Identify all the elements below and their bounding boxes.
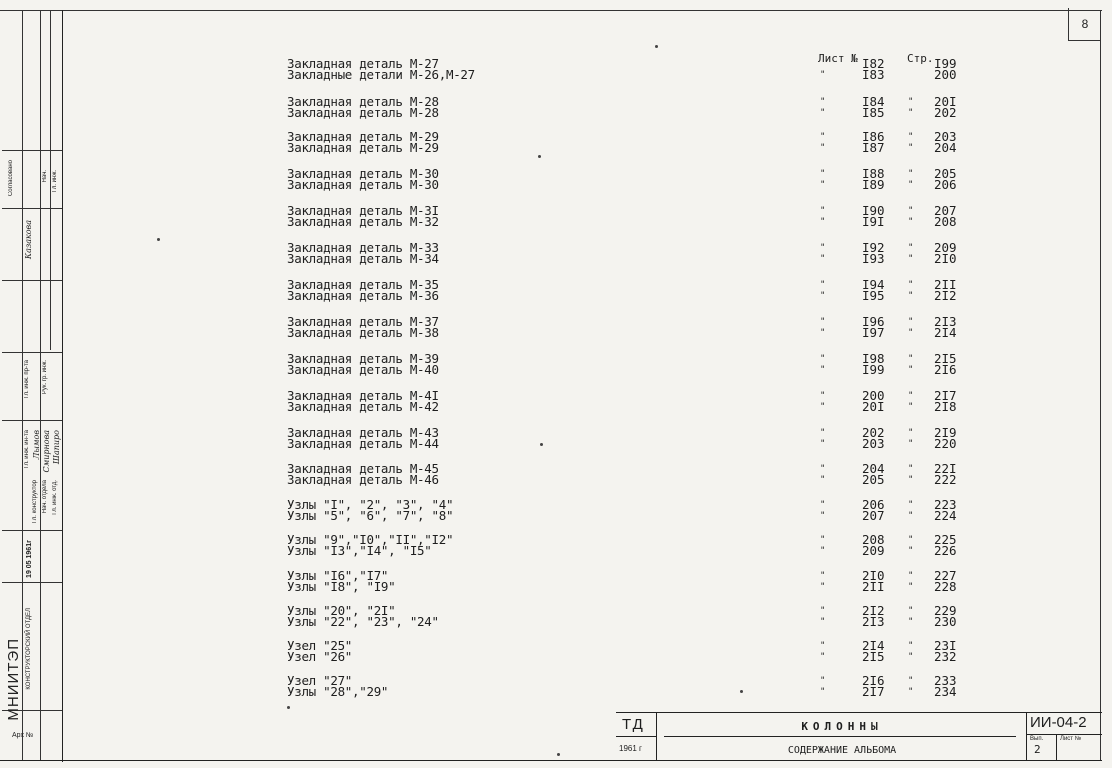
strip-rule: [2, 150, 62, 151]
entry-page-number: 233: [934, 673, 957, 688]
ditto-mark: ": [908, 132, 914, 142]
entry-title: Закладная деталь М-40: [287, 362, 439, 377]
entry-sheet-number: I93: [862, 251, 885, 266]
entry-page-number: 224: [934, 508, 957, 523]
organization-name: МНИИТЭП: [5, 638, 22, 721]
entry-title: Узел "27": [287, 673, 353, 688]
entry-page-number: 226: [934, 543, 957, 558]
entry-sheet-number: 200: [862, 388, 885, 403]
stamp-date: 19 05 1961г: [26, 540, 33, 578]
ditto-mark: ": [908, 571, 914, 581]
entry-title: Закладная деталь М-3I: [287, 203, 439, 218]
ditto-mark: ": [908, 328, 914, 338]
entry-page-number: 205: [934, 166, 957, 181]
tb-rule: [664, 736, 1016, 737]
entry-title: Закладная деталь М-27: [287, 56, 439, 71]
ditto-mark: ": [820, 511, 826, 521]
strip-rule: [2, 208, 62, 209]
entry-page-number: 202: [934, 105, 957, 120]
document-code: ТД: [622, 716, 645, 733]
entry-sheet-number: 20I: [862, 399, 885, 414]
ditto-mark: ": [820, 391, 826, 401]
entry-sheet-number: 2I7: [862, 684, 885, 699]
entry-sheet-number: I98: [862, 351, 885, 366]
title-block: [616, 712, 1102, 760]
ditto-mark: ": [908, 217, 914, 227]
entry-title: Закладная деталь М-39: [287, 351, 439, 366]
entry-page-number: 207: [934, 203, 957, 218]
ditto-mark: ": [908, 291, 914, 301]
entry-sheet-number: 206: [862, 497, 885, 512]
ditto-mark: ": [820, 206, 826, 216]
tb-rule: [616, 712, 1102, 713]
entry-sheet-number: I83: [862, 67, 885, 82]
entry-sheet-number: I97: [862, 325, 885, 340]
entry-sheet-number: 203: [862, 436, 885, 451]
entry-sheet-number: 209: [862, 543, 885, 558]
entry-sheet-number: I9I: [862, 214, 885, 229]
entry-page-number: 2II: [934, 277, 957, 292]
ditto-mark: ": [820, 464, 826, 474]
speck: [287, 706, 290, 709]
entry-page-number: I99: [934, 56, 957, 71]
ditto-mark: ": [908, 402, 914, 412]
entry-sheet-number: 207: [862, 508, 885, 523]
entry-title: Закладные детали М-26,М-27: [287, 67, 475, 82]
entry-page-number: 234: [934, 684, 957, 699]
entry-page-number: 2I0: [934, 251, 957, 266]
ditto-mark: ": [820, 365, 826, 375]
ditto-mark: ": [820, 676, 826, 686]
sheet-column-header: Лист №: [818, 52, 858, 65]
speck: [538, 155, 541, 158]
ditto-mark: ": [908, 354, 914, 364]
ditto-mark: ": [908, 180, 914, 190]
role-label: Рук. гр. инж.: [42, 360, 48, 395]
approval-stamp-strip: [2, 10, 62, 760]
speck: [655, 45, 658, 48]
ditto-mark: ": [820, 70, 826, 80]
ditto-mark: ": [820, 582, 826, 592]
entry-title: Закладная деталь М-38: [287, 325, 439, 340]
ditto-mark: ": [908, 254, 914, 264]
entry-title: Закладная деталь М-29: [287, 129, 439, 144]
ditto-mark: ": [820, 475, 826, 485]
entry-title: Узлы "I", "2", "3", "4": [287, 497, 454, 512]
entry-title: Узлы "I3","I4", "I5": [287, 543, 432, 558]
ditto-mark: ": [820, 535, 826, 545]
entry-title: Закладная деталь М-28: [287, 94, 439, 109]
ditto-mark: ": [908, 391, 914, 401]
entry-title: Закладная деталь М-30: [287, 177, 439, 192]
entry-page-number: 225: [934, 532, 957, 547]
ditto-mark: ": [820, 317, 826, 327]
ditto-mark: ": [908, 676, 914, 686]
role-label: Гл. инж. пр-та: [24, 360, 30, 399]
entry-title: Узлы "5", "6", "7", "8": [287, 508, 454, 523]
sheet-number-label: Лист №: [1060, 736, 1082, 742]
speck: [157, 238, 160, 241]
speck: [540, 443, 543, 446]
album-title: КОЛОННЫ: [801, 720, 883, 733]
tb-rule: [1056, 734, 1057, 760]
entry-page-number: 200: [934, 67, 957, 82]
entry-sheet-number: I85: [862, 105, 885, 120]
ditto-mark: ": [908, 108, 914, 118]
entry-sheet-number: I94: [862, 277, 885, 292]
ditto-mark: ": [908, 617, 914, 627]
entry-page-number: 222: [934, 472, 957, 487]
entry-title: Узлы "20", "2I": [287, 603, 396, 618]
entry-title: Узлы "I8", "I9": [287, 579, 396, 594]
series-number: ИИ-04-2: [1030, 714, 1087, 731]
entry-title: Закладная деталь М-44: [287, 436, 439, 451]
entry-sheet-number: 2I5: [862, 649, 885, 664]
department-name: КОНСТРУКТОРСКИЙ ОТДЕЛ: [26, 608, 32, 690]
ditto-mark: ": [908, 606, 914, 616]
entry-page-number: 229: [934, 603, 957, 618]
document-year: 1961 г: [619, 744, 642, 753]
tb-rule: [656, 712, 657, 760]
ditto-mark: ": [820, 428, 826, 438]
ditto-mark: ": [820, 571, 826, 581]
ditto-mark: ": [820, 180, 826, 190]
entry-sheet-number: I84: [862, 94, 885, 109]
entry-title: Узлы "9","I0","II","I2": [287, 532, 454, 547]
entry-title: Закладная деталь М-34: [287, 251, 439, 266]
ditto-mark: ": [908, 652, 914, 662]
ditto-mark: ": [908, 475, 914, 485]
entry-title: Закладная деталь М-46: [287, 472, 439, 487]
entry-page-number: 206: [934, 177, 957, 192]
entry-title: Узел "26": [287, 649, 353, 664]
entry-page-number: 2I4: [934, 325, 957, 340]
ditto-mark: ": [820, 132, 826, 142]
ditto-mark: ": [820, 108, 826, 118]
signer-name: Смирнова: [42, 430, 51, 473]
ditto-mark: ": [820, 439, 826, 449]
entry-page-number: 227: [934, 568, 957, 583]
entry-sheet-number: I89: [862, 177, 885, 192]
ditto-mark: ": [908, 464, 914, 474]
entry-sheet-number: 2I3: [862, 614, 885, 629]
ditto-mark: ": [820, 687, 826, 697]
ditto-mark: ": [820, 652, 826, 662]
role-label: Гл. инж. ин-та: [24, 430, 30, 469]
ditto-mark: ": [820, 254, 826, 264]
tb-rule: [616, 736, 656, 737]
entry-title: Закладная деталь М-42: [287, 399, 439, 414]
role-label: Гл. инж. отд.: [52, 480, 58, 515]
entry-sheet-number: 2I0: [862, 568, 885, 583]
ditto-mark: ": [820, 217, 826, 227]
entry-title: Закладная деталь М-4I: [287, 388, 439, 403]
ditto-mark: ": [908, 582, 914, 592]
strip-rule: [2, 352, 62, 353]
entry-title: Закладная деталь М-32: [287, 214, 439, 229]
tb-rule: [1026, 734, 1102, 735]
strip-rule: [2, 420, 62, 421]
entry-page-number: 232: [934, 649, 957, 664]
entry-sheet-number: 208: [862, 532, 885, 547]
frame-bottom-line: [0, 760, 1102, 761]
entry-title: Узлы "22", "23", "24": [287, 614, 439, 629]
entry-title: Закладная деталь М-45: [287, 461, 439, 476]
role-label: Нач.: [42, 170, 48, 183]
entry-title: Закладная деталь М-43: [287, 425, 439, 440]
frame-top-line: [0, 10, 1102, 11]
ditto-mark: ": [908, 641, 914, 651]
entry-page-number: 223: [934, 497, 957, 512]
album-subtitle: СОДЕРЖАНИЕ АЛЬБОМА: [787, 745, 897, 756]
strip-divider: [22, 10, 23, 760]
agreed-label: Согласовано: [8, 160, 14, 197]
entry-sheet-number: I82: [862, 56, 885, 71]
signer-name: Лымов: [32, 430, 41, 460]
ditto-mark: ": [820, 354, 826, 364]
entry-page-number: 228: [934, 579, 957, 594]
frame-left-line: [62, 10, 63, 762]
speck: [740, 690, 743, 693]
entry-title: Закладная деталь М-36: [287, 288, 439, 303]
ditto-mark: ": [820, 617, 826, 627]
entry-page-number: 230: [934, 614, 957, 629]
entry-sheet-number: I87: [862, 140, 885, 155]
ditto-mark: ": [820, 280, 826, 290]
entry-sheet-number: 204: [862, 461, 885, 476]
speck: [557, 753, 560, 756]
entry-page-number: 203: [934, 129, 957, 144]
entry-page-number: 2I5: [934, 351, 957, 366]
signer-name: Шапиро: [52, 430, 61, 465]
entry-title: Узлы "28","29": [287, 684, 389, 699]
role-label: Нач. отдела: [42, 480, 48, 514]
entry-sheet-number: I86: [862, 129, 885, 144]
entry-sheet-number: 2I2: [862, 603, 885, 618]
ditto-mark: ": [820, 291, 826, 301]
ditto-mark: ": [820, 546, 826, 556]
entry-page-number: 204: [934, 140, 957, 155]
entry-sheet-number: I88: [862, 166, 885, 181]
frame-right-line: [1100, 10, 1101, 760]
signer-name: Казакова: [24, 220, 33, 260]
ditto-mark: ": [908, 317, 914, 327]
entry-title: Закладная деталь М-37: [287, 314, 439, 329]
strip-rule: [2, 582, 62, 583]
page-column-header: Стр.: [907, 52, 934, 65]
page-number: 8: [1081, 17, 1089, 31]
ditto-mark: ": [908, 365, 914, 375]
entry-page-number: 2I2: [934, 288, 957, 303]
entry-page-number: 22I: [934, 461, 957, 476]
entry-sheet-number: 2I6: [862, 673, 885, 688]
ditto-mark: ": [908, 280, 914, 290]
issue-number: 2: [1034, 743, 1041, 756]
entry-sheet-number: I90: [862, 203, 885, 218]
ditto-mark: ": [908, 206, 914, 216]
entry-page-number: 2I6: [934, 362, 957, 377]
ditto-mark: ": [820, 143, 826, 153]
entry-sheet-number: I92: [862, 240, 885, 255]
entry-page-number: 2I9: [934, 425, 957, 440]
ditto-mark: ": [908, 143, 914, 153]
entry-page-number: 208: [934, 214, 957, 229]
entry-page-number: 220: [934, 436, 957, 451]
entry-sheet-number: I99: [862, 362, 885, 377]
ditto-mark: ": [908, 546, 914, 556]
ditto-mark: ": [908, 97, 914, 107]
entry-sheet-number: 2I4: [862, 638, 885, 653]
ditto-mark: ": [908, 511, 914, 521]
ditto-mark: ": [908, 535, 914, 545]
ditto-mark: ": [908, 500, 914, 510]
entry-title: Закладная деталь М-29: [287, 140, 439, 155]
ditto-mark: ": [908, 439, 914, 449]
ditto-mark: ": [820, 641, 826, 651]
entry-page-number: 23I: [934, 638, 957, 653]
strip-rule: [2, 530, 62, 531]
entry-sheet-number: I95: [862, 288, 885, 303]
ditto-mark: ": [820, 402, 826, 412]
archive-number-label: Арх №: [12, 732, 34, 739]
ditto-mark: ": [908, 687, 914, 697]
entry-page-number: 209: [934, 240, 957, 255]
tb-rule: [1026, 712, 1027, 760]
strip-divider: [50, 10, 51, 350]
entry-page-number: 20I: [934, 94, 957, 109]
entry-sheet-number: 205: [862, 472, 885, 487]
role-label: Гл. инж.: [52, 170, 58, 193]
entry-title: Закладная деталь М-30: [287, 166, 439, 181]
entry-title: Узел "25": [287, 638, 353, 653]
entry-title: Закладная деталь М-28: [287, 105, 439, 120]
ditto-mark: ": [820, 243, 826, 253]
ditto-mark: ": [908, 169, 914, 179]
ditto-mark: ": [820, 97, 826, 107]
entry-title: Закладная деталь М-33: [287, 240, 439, 255]
entry-title: Узлы "I6","I7": [287, 568, 389, 583]
ditto-mark: ": [820, 169, 826, 179]
issue-label: Вып.: [1030, 736, 1044, 742]
page-number-box: [1068, 8, 1101, 41]
ditto-mark: ": [820, 328, 826, 338]
ditto-mark: ": [908, 243, 914, 253]
ditto-mark: ": [820, 500, 826, 510]
ditto-mark: ": [908, 428, 914, 438]
entry-sheet-number: 202: [862, 425, 885, 440]
entry-page-number: 2I3: [934, 314, 957, 329]
entry-sheet-number: I96: [862, 314, 885, 329]
entry-page-number: 2I7: [934, 388, 957, 403]
role-label: Гл. конструктор: [32, 480, 38, 524]
strip-rule: [2, 280, 62, 281]
entry-title: Закладная деталь М-35: [287, 277, 439, 292]
entry-sheet-number: 2II: [862, 579, 885, 594]
ditto-mark: ": [820, 606, 826, 616]
entry-page-number: 2I8: [934, 399, 957, 414]
strip-divider: [40, 10, 41, 760]
